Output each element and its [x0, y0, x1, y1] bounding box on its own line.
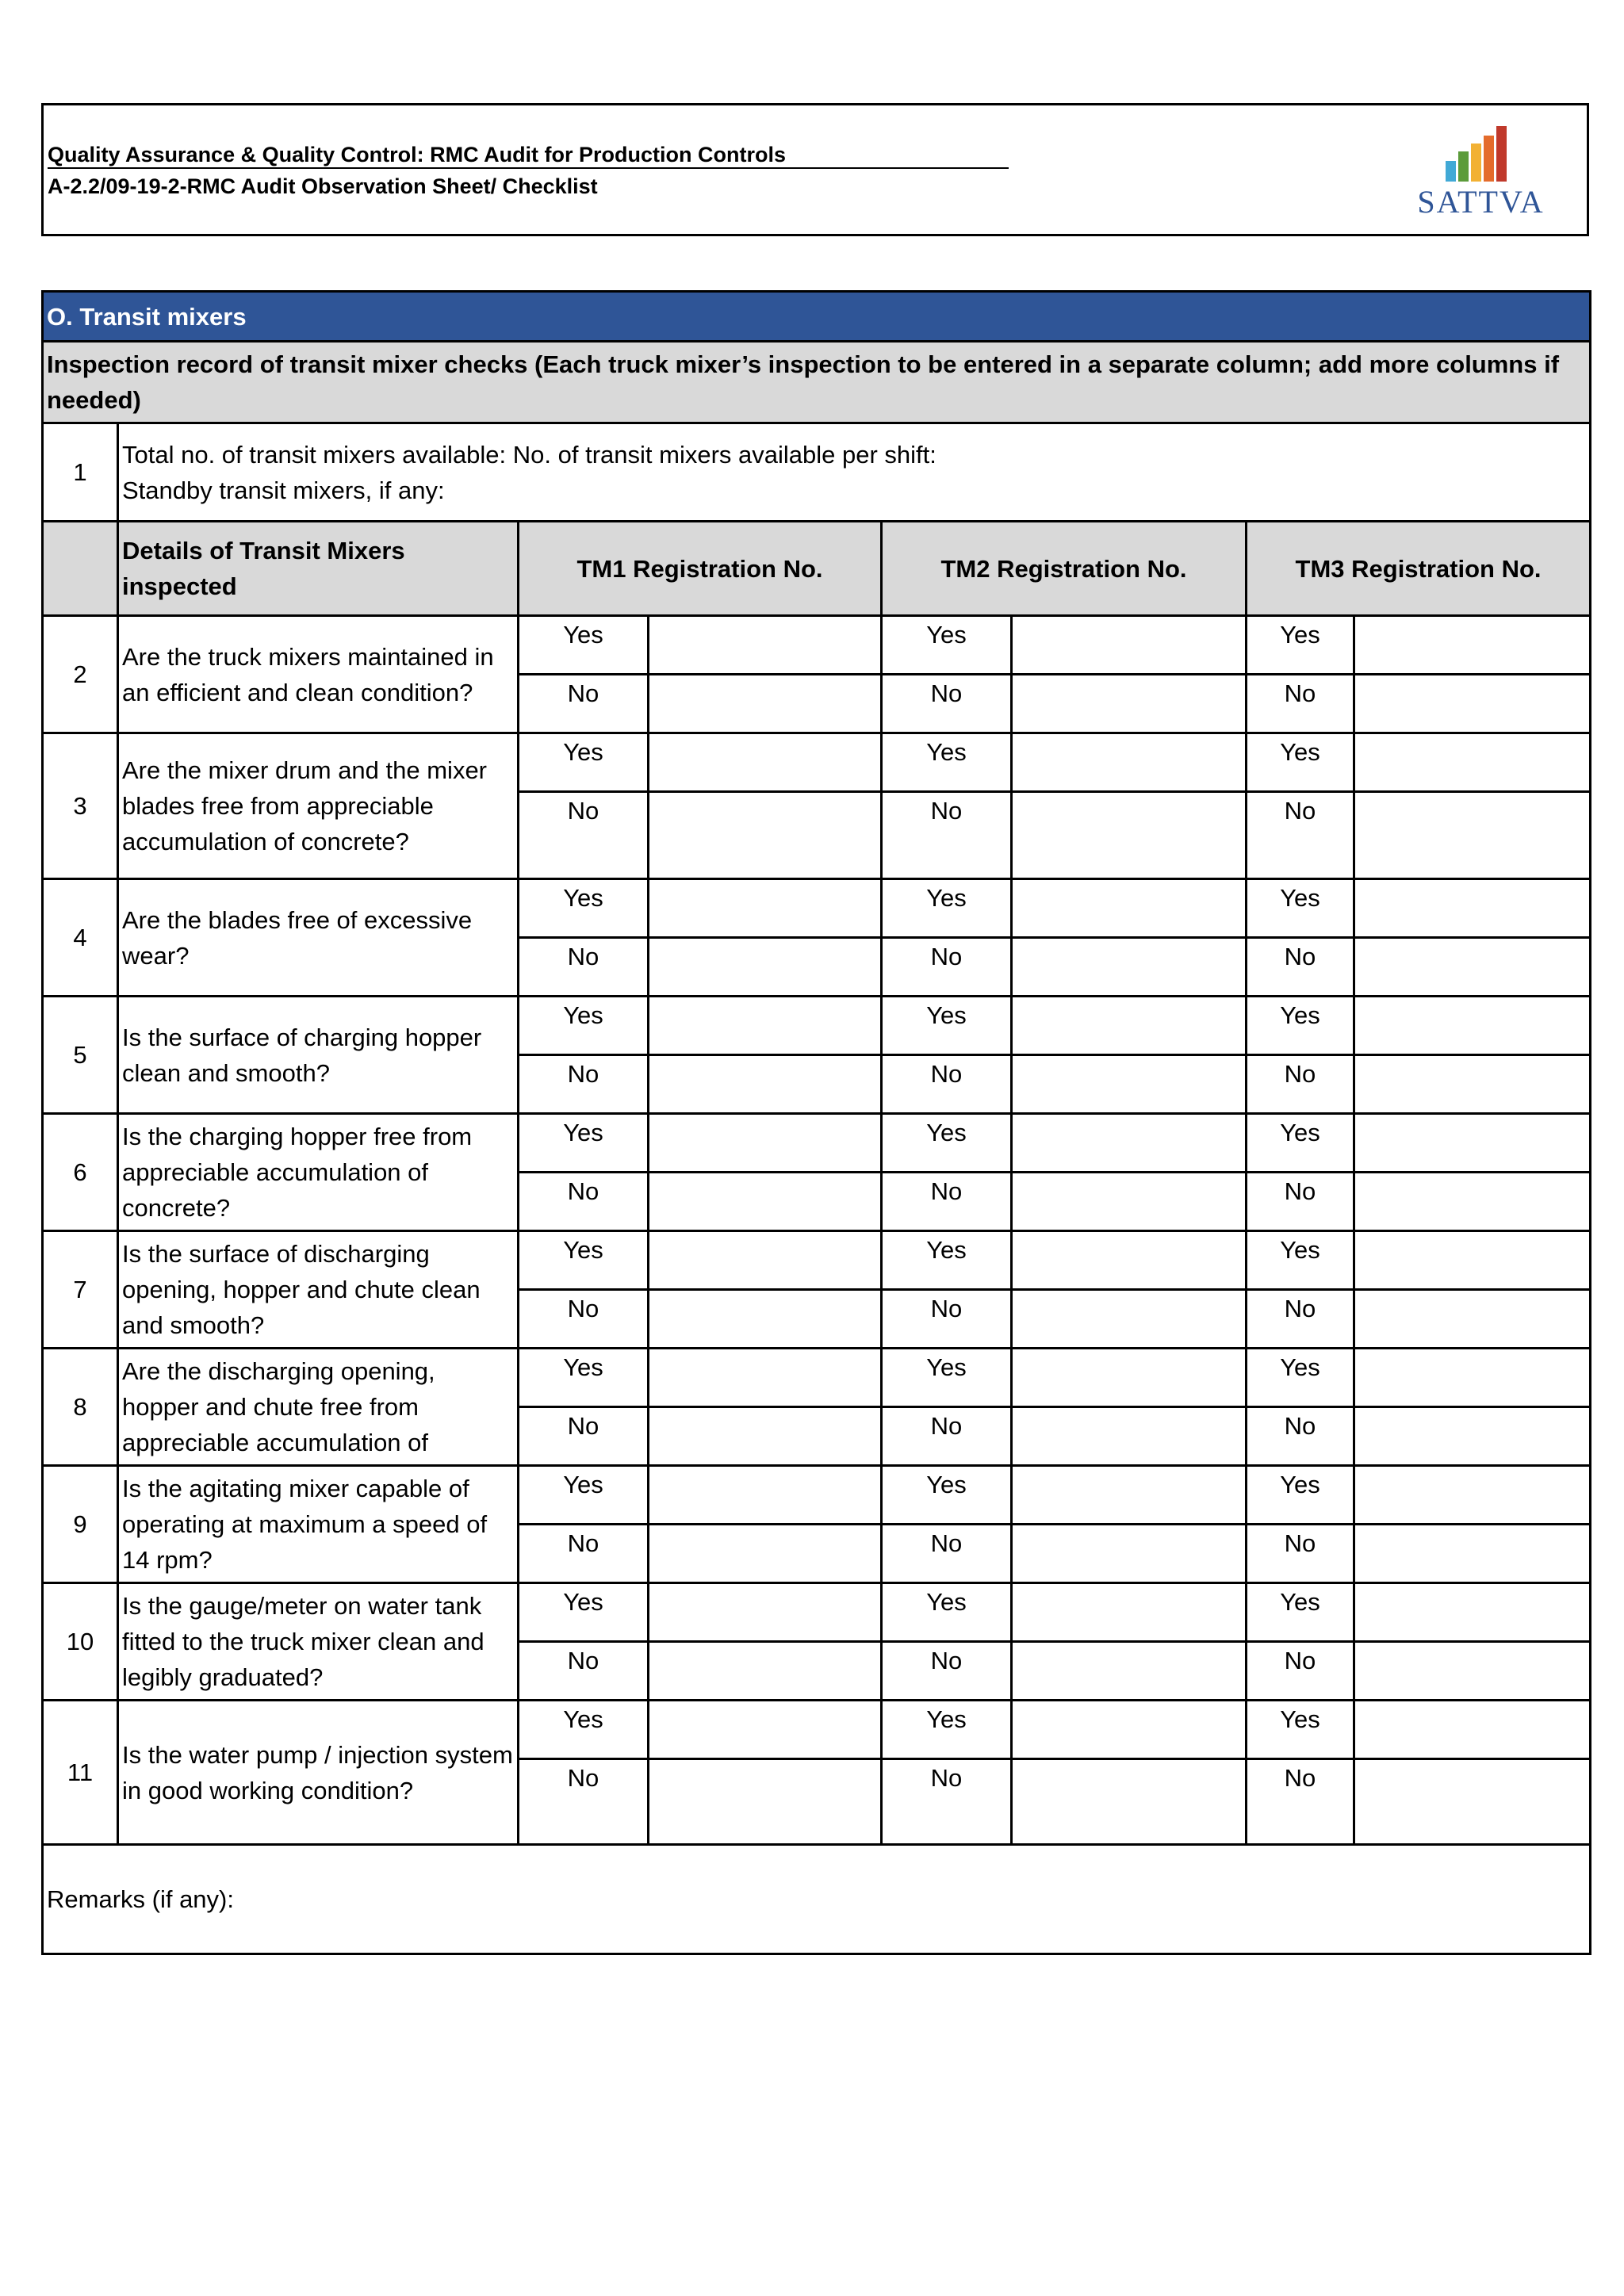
tm3-yes-entry[interactable] [1354, 733, 1591, 792]
tm2-yes-entry[interactable] [1012, 616, 1247, 675]
details-header: Details of Transit Mixers inspected [118, 522, 519, 616]
tm1-no-label: No [519, 1173, 649, 1231]
standby-mixers-label: Standby transit mixers, if any: [122, 476, 445, 504]
question-number: 2 [43, 616, 118, 733]
tm3-no-entry[interactable] [1354, 1759, 1591, 1845]
tm3-no-label: No [1247, 1290, 1354, 1349]
tm1-yes-entry[interactable] [649, 1349, 882, 1407]
tm1-no-entry[interactable] [649, 1407, 882, 1466]
tm2-yes-label: Yes [882, 1114, 1012, 1173]
tm3-yes-entry[interactable] [1354, 1114, 1591, 1173]
sattva-logo [1408, 121, 1570, 220]
tm1-no-entry[interactable] [649, 1055, 882, 1114]
tm3-no-label: No [1247, 1407, 1354, 1466]
tm1-yes-entry[interactable] [649, 879, 882, 938]
tm2-no-label: No [882, 1290, 1012, 1349]
tm1-yes-label: Yes [519, 1466, 649, 1525]
tm3-no-label: No [1247, 792, 1354, 879]
question-text: Are the mixer drum and the mixer blades free from appreciable accumulation of concrete? [118, 733, 519, 879]
tm1-no-entry[interactable] [649, 792, 882, 879]
question-row [43, 997, 1591, 1055]
question-number: 4 [43, 879, 118, 997]
tm2-no-entry[interactable] [1012, 1759, 1247, 1845]
tm2-yes-entry[interactable] [1012, 1701, 1247, 1759]
tm3-yes-entry[interactable] [1354, 1701, 1591, 1759]
question-number: 3 [43, 733, 118, 879]
tm2-yes-label: Yes [882, 1231, 1012, 1290]
tm1-yes-entry[interactable] [649, 1701, 882, 1759]
mixer-count-field[interactable] [118, 423, 1591, 522]
tm3-no-entry[interactable] [1354, 1055, 1591, 1114]
tm1-no-label: No [519, 1290, 649, 1349]
question-number: 11 [43, 1701, 118, 1845]
tm1-header: TM1 Registration No. [519, 522, 882, 616]
question-row [43, 1114, 1591, 1173]
document-header [41, 103, 1589, 236]
tm2-no-label: No [882, 792, 1012, 879]
tm1-yes-label: Yes [519, 879, 649, 938]
tm3-yes-label: Yes [1247, 616, 1354, 675]
tm1-no-label: No [519, 792, 649, 879]
question-number: 6 [43, 1114, 118, 1231]
tm2-header: TM2 Registration No. [882, 522, 1247, 616]
tm1-yes-label: Yes [519, 1583, 649, 1642]
checklist-table [41, 290, 1591, 1955]
question-number: 10 [43, 1583, 118, 1701]
question-text: Is the agitating mixer capable of operating at maximum a speed of 14 rpm? [118, 1466, 519, 1583]
tm3-yes-entry[interactable] [1354, 879, 1591, 938]
question-text: Are the blades free of excessive wear? [118, 879, 519, 997]
remarks-field[interactable] [43, 1845, 1591, 1954]
tm2-yes-label: Yes [882, 997, 1012, 1055]
mixer-count-label: Total no. of transit mixers available: No. of transit mixers available per shift: [122, 440, 936, 469]
question-text: Is the surface of discharging opening, hopper and chute clean and smooth? [118, 1231, 519, 1349]
tm1-yes-entry[interactable] [649, 733, 882, 792]
tm3-no-entry[interactable] [1354, 1290, 1591, 1349]
tm2-no-label: No [882, 1642, 1012, 1701]
tm2-yes-entry[interactable] [1012, 1349, 1247, 1407]
checklist-sheet [41, 290, 1589, 1955]
question-row [43, 1231, 1591, 1290]
tm3-no-entry[interactable] [1354, 938, 1591, 997]
question-text: Is the charging hopper free from appreciable accumulation of concrete? [118, 1114, 519, 1231]
tm2-no-entry[interactable] [1012, 938, 1247, 997]
bar-chart-logo-icon [1408, 121, 1554, 185]
tm3-no-entry[interactable] [1354, 1525, 1591, 1583]
tm1-no-label: No [519, 1642, 649, 1701]
question-text: Is the surface of charging hopper clean and smooth? [118, 997, 519, 1114]
tm3-yes-label: Yes [1247, 997, 1354, 1055]
tm2-no-label: No [882, 675, 1012, 733]
tm1-no-entry[interactable] [649, 1525, 882, 1583]
question-text: Is the gauge/meter on water tank fitted to the truck mixer clean and legibly graduated? [118, 1583, 519, 1701]
tm1-yes-entry[interactable] [649, 1583, 882, 1642]
tm3-yes-label: Yes [1247, 1114, 1354, 1173]
tm2-no-label: No [882, 938, 1012, 997]
tm3-yes-entry[interactable] [1354, 997, 1591, 1055]
tm3-no-entry[interactable] [1354, 792, 1591, 879]
tm1-no-entry[interactable] [649, 1759, 882, 1845]
question-text: Are the discharging opening, hopper and chute free from appreciable accumulation of [118, 1349, 519, 1466]
tm1-yes-label: Yes [519, 1701, 649, 1759]
tm3-no-label: No [1247, 1759, 1354, 1845]
tm3-yes-label: Yes [1247, 1583, 1354, 1642]
tm3-no-label: No [1247, 1525, 1354, 1583]
tm2-no-entry[interactable] [1012, 675, 1247, 733]
tm2-no-entry[interactable] [1012, 1055, 1247, 1114]
row-number: 1 [43, 423, 118, 522]
tm3-yes-label: Yes [1247, 1231, 1354, 1290]
tm2-yes-label: Yes [882, 1701, 1012, 1759]
tm3-no-label: No [1247, 1173, 1354, 1231]
tm2-yes-label: Yes [882, 616, 1012, 675]
tm1-no-label: No [519, 1759, 649, 1845]
document-code: A-2.2/09-19-2-RMC Audit Observation Sheet/ Checklist [48, 174, 598, 198]
tm2-no-entry[interactable] [1012, 1407, 1247, 1466]
tm1-yes-entry[interactable] [649, 1231, 882, 1290]
tm1-yes-entry[interactable] [649, 1114, 882, 1173]
tm3-yes-entry[interactable] [1354, 1583, 1591, 1642]
tm2-yes-entry[interactable] [1012, 1231, 1247, 1290]
tm2-no-entry[interactable] [1012, 1525, 1247, 1583]
question-number: 8 [43, 1349, 118, 1466]
tm2-yes-entry[interactable] [1012, 1583, 1247, 1642]
tm1-no-entry[interactable] [649, 1173, 882, 1231]
tm3-yes-label: Yes [1247, 733, 1354, 792]
question-row [43, 1701, 1591, 1759]
question-row [43, 1349, 1591, 1407]
tm1-no-label: No [519, 1055, 649, 1114]
tm3-yes-label: Yes [1247, 1466, 1354, 1525]
tm2-yes-label: Yes [882, 733, 1012, 792]
tm3-no-entry[interactable] [1354, 1642, 1591, 1701]
tm2-no-label: No [882, 1525, 1012, 1583]
remarks-label: Remarks (if any): [47, 1885, 234, 1913]
question-text: Are the truck mixers maintained in an efficient and clean condition? [118, 616, 519, 733]
question-number: 7 [43, 1231, 118, 1349]
question-row [43, 879, 1591, 938]
tm3-yes-entry[interactable] [1354, 616, 1591, 675]
tm1-no-entry[interactable] [649, 1290, 882, 1349]
tm3-yes-label: Yes [1247, 1349, 1354, 1407]
tm3-no-label: No [1247, 938, 1354, 997]
tm2-yes-entry[interactable] [1012, 997, 1247, 1055]
tm1-yes-label: Yes [519, 1114, 649, 1173]
tm2-no-entry[interactable] [1012, 1642, 1247, 1701]
tm3-yes-entry[interactable] [1354, 1231, 1591, 1290]
tm2-yes-entry[interactable] [1012, 1114, 1247, 1173]
tm3-no-label: No [1247, 675, 1354, 733]
header-blank-cell [43, 522, 118, 616]
question-row [43, 1466, 1591, 1525]
tm2-yes-entry[interactable] [1012, 879, 1247, 938]
tm2-yes-label: Yes [882, 1349, 1012, 1407]
tm1-yes-label: Yes [519, 733, 649, 792]
tm2-no-label: No [882, 1055, 1012, 1114]
tm1-yes-label: Yes [519, 997, 649, 1055]
tm1-no-entry[interactable] [649, 675, 882, 733]
logo-text: SATTVA [1417, 184, 1545, 220]
question-number: 5 [43, 997, 118, 1114]
tm3-yes-label: Yes [1247, 879, 1354, 938]
tm1-yes-entry[interactable] [649, 997, 882, 1055]
tm1-no-label: No [519, 675, 649, 733]
question-row [43, 733, 1591, 792]
question-row [43, 1583, 1591, 1642]
tm3-yes-entry[interactable] [1354, 1466, 1591, 1525]
tm2-no-entry[interactable] [1012, 792, 1247, 879]
tm2-yes-label: Yes [882, 1583, 1012, 1642]
tm3-no-entry[interactable] [1354, 675, 1591, 733]
tm2-no-entry[interactable] [1012, 1173, 1247, 1231]
tm2-yes-entry[interactable] [1012, 1466, 1247, 1525]
question-number: 9 [43, 1466, 118, 1583]
tm2-yes-entry[interactable] [1012, 733, 1247, 792]
tm3-yes-label: Yes [1247, 1701, 1354, 1759]
question-text: Is the water pump / injection system in good working condition? [118, 1701, 519, 1845]
tm3-no-entry[interactable] [1354, 1173, 1591, 1231]
tm3-no-entry[interactable] [1354, 1407, 1591, 1466]
question-row [43, 616, 1591, 675]
document-title: Quality Assurance & Quality Control: RMC Audit for Production Controls [48, 142, 1009, 169]
tm1-no-label: No [519, 938, 649, 997]
tm1-no-label: No [519, 1407, 649, 1466]
tm1-yes-label: Yes [519, 1349, 649, 1407]
tm3-yes-entry[interactable] [1354, 1349, 1591, 1407]
tm1-yes-entry[interactable] [649, 616, 882, 675]
section-title: O. Transit mixers [43, 292, 1591, 342]
tm1-yes-label: Yes [519, 616, 649, 675]
tm2-no-entry[interactable] [1012, 1290, 1247, 1349]
tm2-yes-label: Yes [882, 879, 1012, 938]
tm2-no-label: No [882, 1173, 1012, 1231]
tm2-yes-label: Yes [882, 1466, 1012, 1525]
tm1-yes-entry[interactable] [649, 1466, 882, 1525]
tm1-no-entry[interactable] [649, 1642, 882, 1701]
tm1-no-entry[interactable] [649, 938, 882, 997]
tm1-yes-label: Yes [519, 1231, 649, 1290]
tm3-header: TM3 Registration No. [1247, 522, 1591, 616]
tm1-no-label: No [519, 1525, 649, 1583]
tm3-no-label: No [1247, 1642, 1354, 1701]
tm2-no-label: No [882, 1407, 1012, 1466]
tm2-no-label: No [882, 1759, 1012, 1845]
section-instruction: Inspection record of transit mixer checks (Each truck mixer’s inspection to be entered in a separate column; add more columns if needed) [43, 342, 1591, 423]
tm3-no-label: No [1247, 1055, 1354, 1114]
